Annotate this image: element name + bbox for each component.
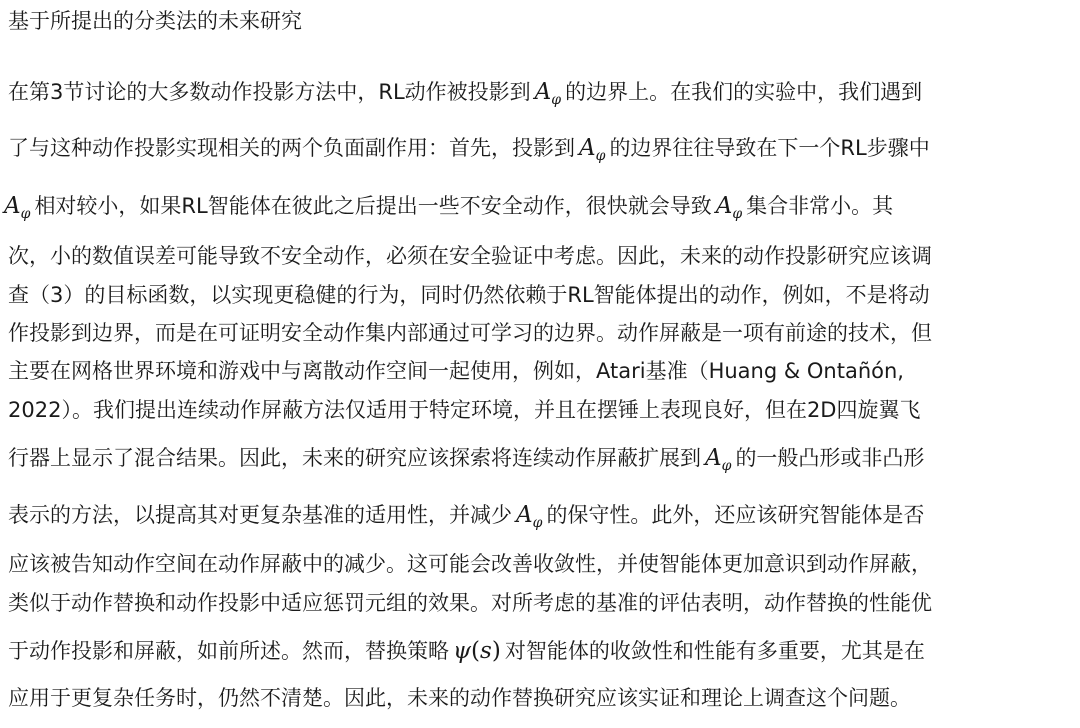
text-run: 的边界往往导致在下一个RL步骤中 <box>609 136 930 160</box>
math-symbol-a: A <box>579 135 596 161</box>
paragraph-line <box>8 633 925 669</box>
paragraph-line <box>8 130 930 166</box>
text-run: 在第3节讨论的大多数动作投影方法中，RL动作被投影到 <box>8 80 531 104</box>
paragraph-line <box>8 74 922 110</box>
math-paren: ( <box>471 638 481 664</box>
paragraph-line <box>8 497 924 533</box>
paragraph-line: 作投影到边界，而是在可证明安全动作集内部通过可学习的边界。动作屏蔽是一项有前途的技术，但 <box>8 321 932 345</box>
text-run: 集合非常小。其 <box>746 194 894 218</box>
math-subscript-phi: φ <box>20 206 31 222</box>
math-a-phi <box>534 79 562 108</box>
math-a-phi <box>4 193 31 222</box>
paragraph-line: 类似于动作替换和动作投影中适应惩罚元组的效果。对所考虑的基准的评估表明，动作替换的性能优 <box>8 591 932 615</box>
math-symbol-a: A <box>4 193 21 219</box>
math-a-phi <box>715 193 743 222</box>
text-run: 了与这种动作投影实现相关的两个负面副作用：首先，投影到 <box>8 136 575 160</box>
math-symbol-a: A <box>534 79 552 105</box>
paragraph-line: 主要在网格世界环境和游戏中与离散动作空间一起使用，例如，Atari基准（Huang & Ontañón, <box>8 359 904 383</box>
text-run: 于动作投影和屏蔽，如前所述。然而，替换策略 <box>8 639 449 663</box>
math-subscript-phi: φ <box>721 458 732 474</box>
paragraph-line: 查（3）的目标函数，以实现更稳健的行为，同时仍然依赖于RL智能体提出的动作，例如，不是将动 <box>8 283 930 307</box>
math-a-phi <box>516 502 543 531</box>
paragraph-line: 2022）。我们提出连续动作屏蔽方法仅适用于特定环境，并且在摆锤上表现良好，但在2D四旋翼飞 <box>8 398 921 422</box>
math-symbol-a: A <box>715 193 733 219</box>
text-run: 对智能体的收敛性和性能有多重要，尤其是在 <box>504 639 925 663</box>
text-run: 行器上显示了混合结果。因此，未来的研究应该探索将连续动作屏蔽扩展到 <box>8 446 701 470</box>
math-a-phi <box>579 135 606 164</box>
math-symbol-s: s <box>480 638 492 664</box>
math-symbol-a: A <box>705 445 722 471</box>
text-run: 的一般凸形或非凸形 <box>735 446 925 470</box>
math-subscript-phi: φ <box>532 515 543 531</box>
math-subscript-phi: φ <box>595 148 606 164</box>
section-title: 基于所提出的分类法的未来研究 <box>8 9 302 33</box>
text-run: 的保守性。此外，还应该研究智能体是否 <box>546 503 925 527</box>
text-run: 相对较小，如果RL智能体在彼此之后提出一些不安全动作，很快就会导致 <box>34 194 712 218</box>
paragraph-line <box>4 188 893 224</box>
math-psi-of-s <box>453 638 501 664</box>
math-subscript-phi: φ <box>732 206 743 222</box>
text-run: 的边界上。在我们的实验中，我们遇到 <box>565 80 923 104</box>
paragraph-line: 应该被告知动作空间在动作屏蔽中的减少。这可能会改善收敛性，并使智能体更加意识到动作屏蔽， <box>8 552 932 576</box>
text-run: 表示的方法，以提高其对更复杂基准的适用性，并减少 <box>8 503 512 527</box>
paragraph-line <box>8 440 924 476</box>
paragraph-line: 次，小的数值误差可能导致不安全动作，必须在安全验证中考虑。因此，未来的动作投影研究应该调 <box>8 244 932 268</box>
math-paren: ) <box>491 638 501 664</box>
math-subscript-phi: φ <box>551 92 562 108</box>
math-a-phi <box>705 445 732 474</box>
math-symbol-a: A <box>516 502 533 528</box>
math-symbol-psi: ψ <box>453 638 472 664</box>
paragraph-line: 应用于更复杂任务时，仍然不清楚。因此，未来的动作替换研究应该实证和理论上调查这个问题。 <box>8 686 911 710</box>
